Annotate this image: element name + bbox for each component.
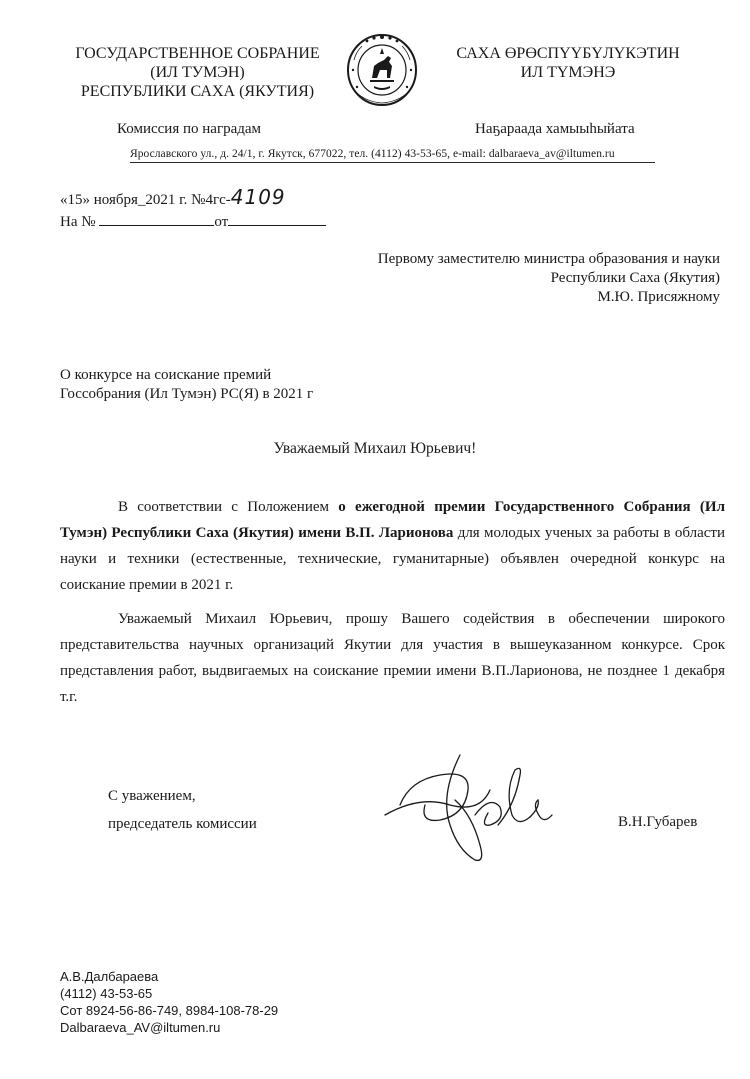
reference-number-blank [99,213,214,226]
closing-regards: С уважением, [108,788,196,804]
date-text: «15» ноября_2021 г. №4гс- [60,192,231,208]
reference-label: На № [60,214,96,230]
contact-line: Сот 8924-56-86-749, 8984-108-78-29 [60,1003,279,1018]
header-divider [130,162,655,163]
reference-date-blank [228,213,326,226]
recipient-line: Первому заместителю министра образования и науки [377,251,720,267]
committee-name-sah: Наҕараада хамыыһыйата [475,121,635,137]
subject-line: Госсобрания (Ил Тумэн) РС(Я) в 2021 г [60,386,314,402]
header-left-line: (ИЛ ТУМЭН) [150,64,245,81]
greeting: Уважаемый Михаил Юрьевич! [273,440,477,457]
reference-from-label: от [214,214,229,230]
recipient-line: Республики Саха (Якутия) [550,270,720,286]
closing-block [108,782,257,838]
signer-name: В.Н.Губарев [618,814,698,830]
handwritten-signature [380,745,560,870]
contact-line: (4112) 43-53-65 [60,986,153,1001]
header-left-org [55,44,340,101]
header-right-org [428,44,708,82]
letter-body [60,494,725,718]
contact-address-line: Ярославского ул., д. 24/1, г. Якутск, 677022, тел. (4112) 43-53-65, e-mail: dalbaraeva_av@iltumen.ru [130,148,615,160]
contact-line: Dalbaraeva_AV@iltumen.ru [60,1020,221,1035]
recipient-block [378,250,720,307]
letter-subject [60,366,313,404]
body-text: В соответствии с Положением [118,499,339,515]
signer-title: председатель комиссии [108,816,257,832]
header-right-line: САХА ӨРӨСПҮҮБҮЛҮКЭТИН [456,45,680,62]
header-left-line: ГОСУДАРСТВЕННОЕ СОБРАНИЕ [75,45,320,62]
header-left-line: РЕСПУБЛИКИ САХА (ЯКУТИЯ) [80,83,315,100]
header-right-line: ИЛ ТҮМЭНЭ [520,64,616,81]
handwritten-number: 4109 [230,185,286,209]
body-paragraph: Уважаемый Михаил Юрьевич, прошу Вашего содействия в обеспечении широкого представительства научных организаций Якутии для участия в вышеуказанном конкурсе. Срок представления работ, выдвигаемых на соискание премии имени В.П.Ларионова, не позднее 1 декабря т.г. [60,611,725,705]
reference-line [60,213,326,232]
body-paragraph [60,494,725,598]
date-number-line [60,185,286,210]
contact-line: А.В.Далбараева [60,969,159,984]
subject-line: О конкурсе на соискание премий [60,367,272,383]
body-text: для молодых ученых за работы в области науки и техники (естественные, технические, гуманитарные) объявлен очередной конкурс на соискание премии в 2021 г. [60,525,725,593]
coat-of-arms-emblem [344,30,420,108]
award-title-bold: о ежегодной премии Государственного Собрания (Ил Тумэн) Республики Саха (Якутия) имени В.П. Ларионова [60,499,725,541]
recipient-line: М.Ю. Присяжному [597,289,720,305]
committee-name-ru: Комиссия по наградам [117,121,262,137]
executor-contacts [60,968,278,1036]
